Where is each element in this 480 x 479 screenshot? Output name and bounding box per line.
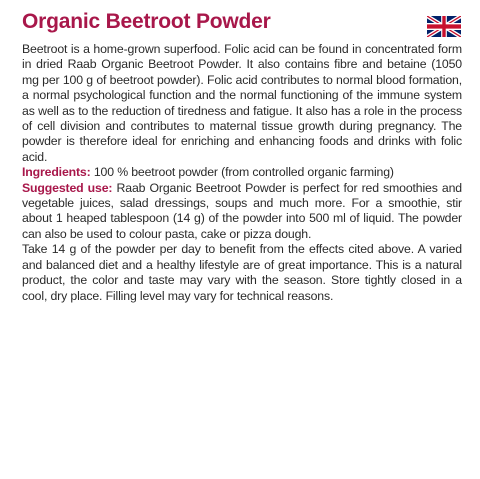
suggested-use-paragraph <box>22 181 462 243</box>
suggested-use-text: Raab Organic Beetroot Powder is perfect for red smoothies and vegetable juices, salad dressings, soups and much more. For a smoothie, stir about 1 heaped tablespoon (14 g) of the powder into 500 ml of liquid. The powder can also be used to colour pasta, cake or pizza dough. <box>22 180 462 241</box>
ingredients-text: 100 % beetroot powder (from controlled organic farming) <box>93 165 394 180</box>
notes-paragraph: Take 14 g of the powder per day to benefit from the effects cited above. A varied and balanced diet and a healthy lifestyle are of great importance. This is a natural product, the color and taste may vary with the season. Store tightly closed in a cool, dry place. Filling level may vary for technical reasons. <box>22 242 462 303</box>
page-title: Organic Beetroot Powder <box>22 10 271 33</box>
ingredients-paragraph <box>22 165 462 180</box>
description-body <box>22 42 462 304</box>
uk-flag-icon <box>427 16 461 37</box>
ingredients-label: Ingredients: <box>22 165 91 180</box>
intro-paragraph: Beetroot is a home-grown superfood. Folic acid can be found in concentrated form in dried Raab Organic Beetroot Powder. It also contains fibre and betaine (1050 mg per 100 g of beetroot powder). Folic acid contributes to normal blood formation, a normal psychological function and the normal functioning of the immune system as well as to the reduction of tiredness and fatigue. It also has a role in the process of cell division and contributes to maternal tissue growth during pregnancy. The powder is therefore ideal for enriching and enhancing foods and drinks with folic acid. <box>22 42 462 164</box>
suggested-use-label: Suggested use: <box>22 180 113 195</box>
